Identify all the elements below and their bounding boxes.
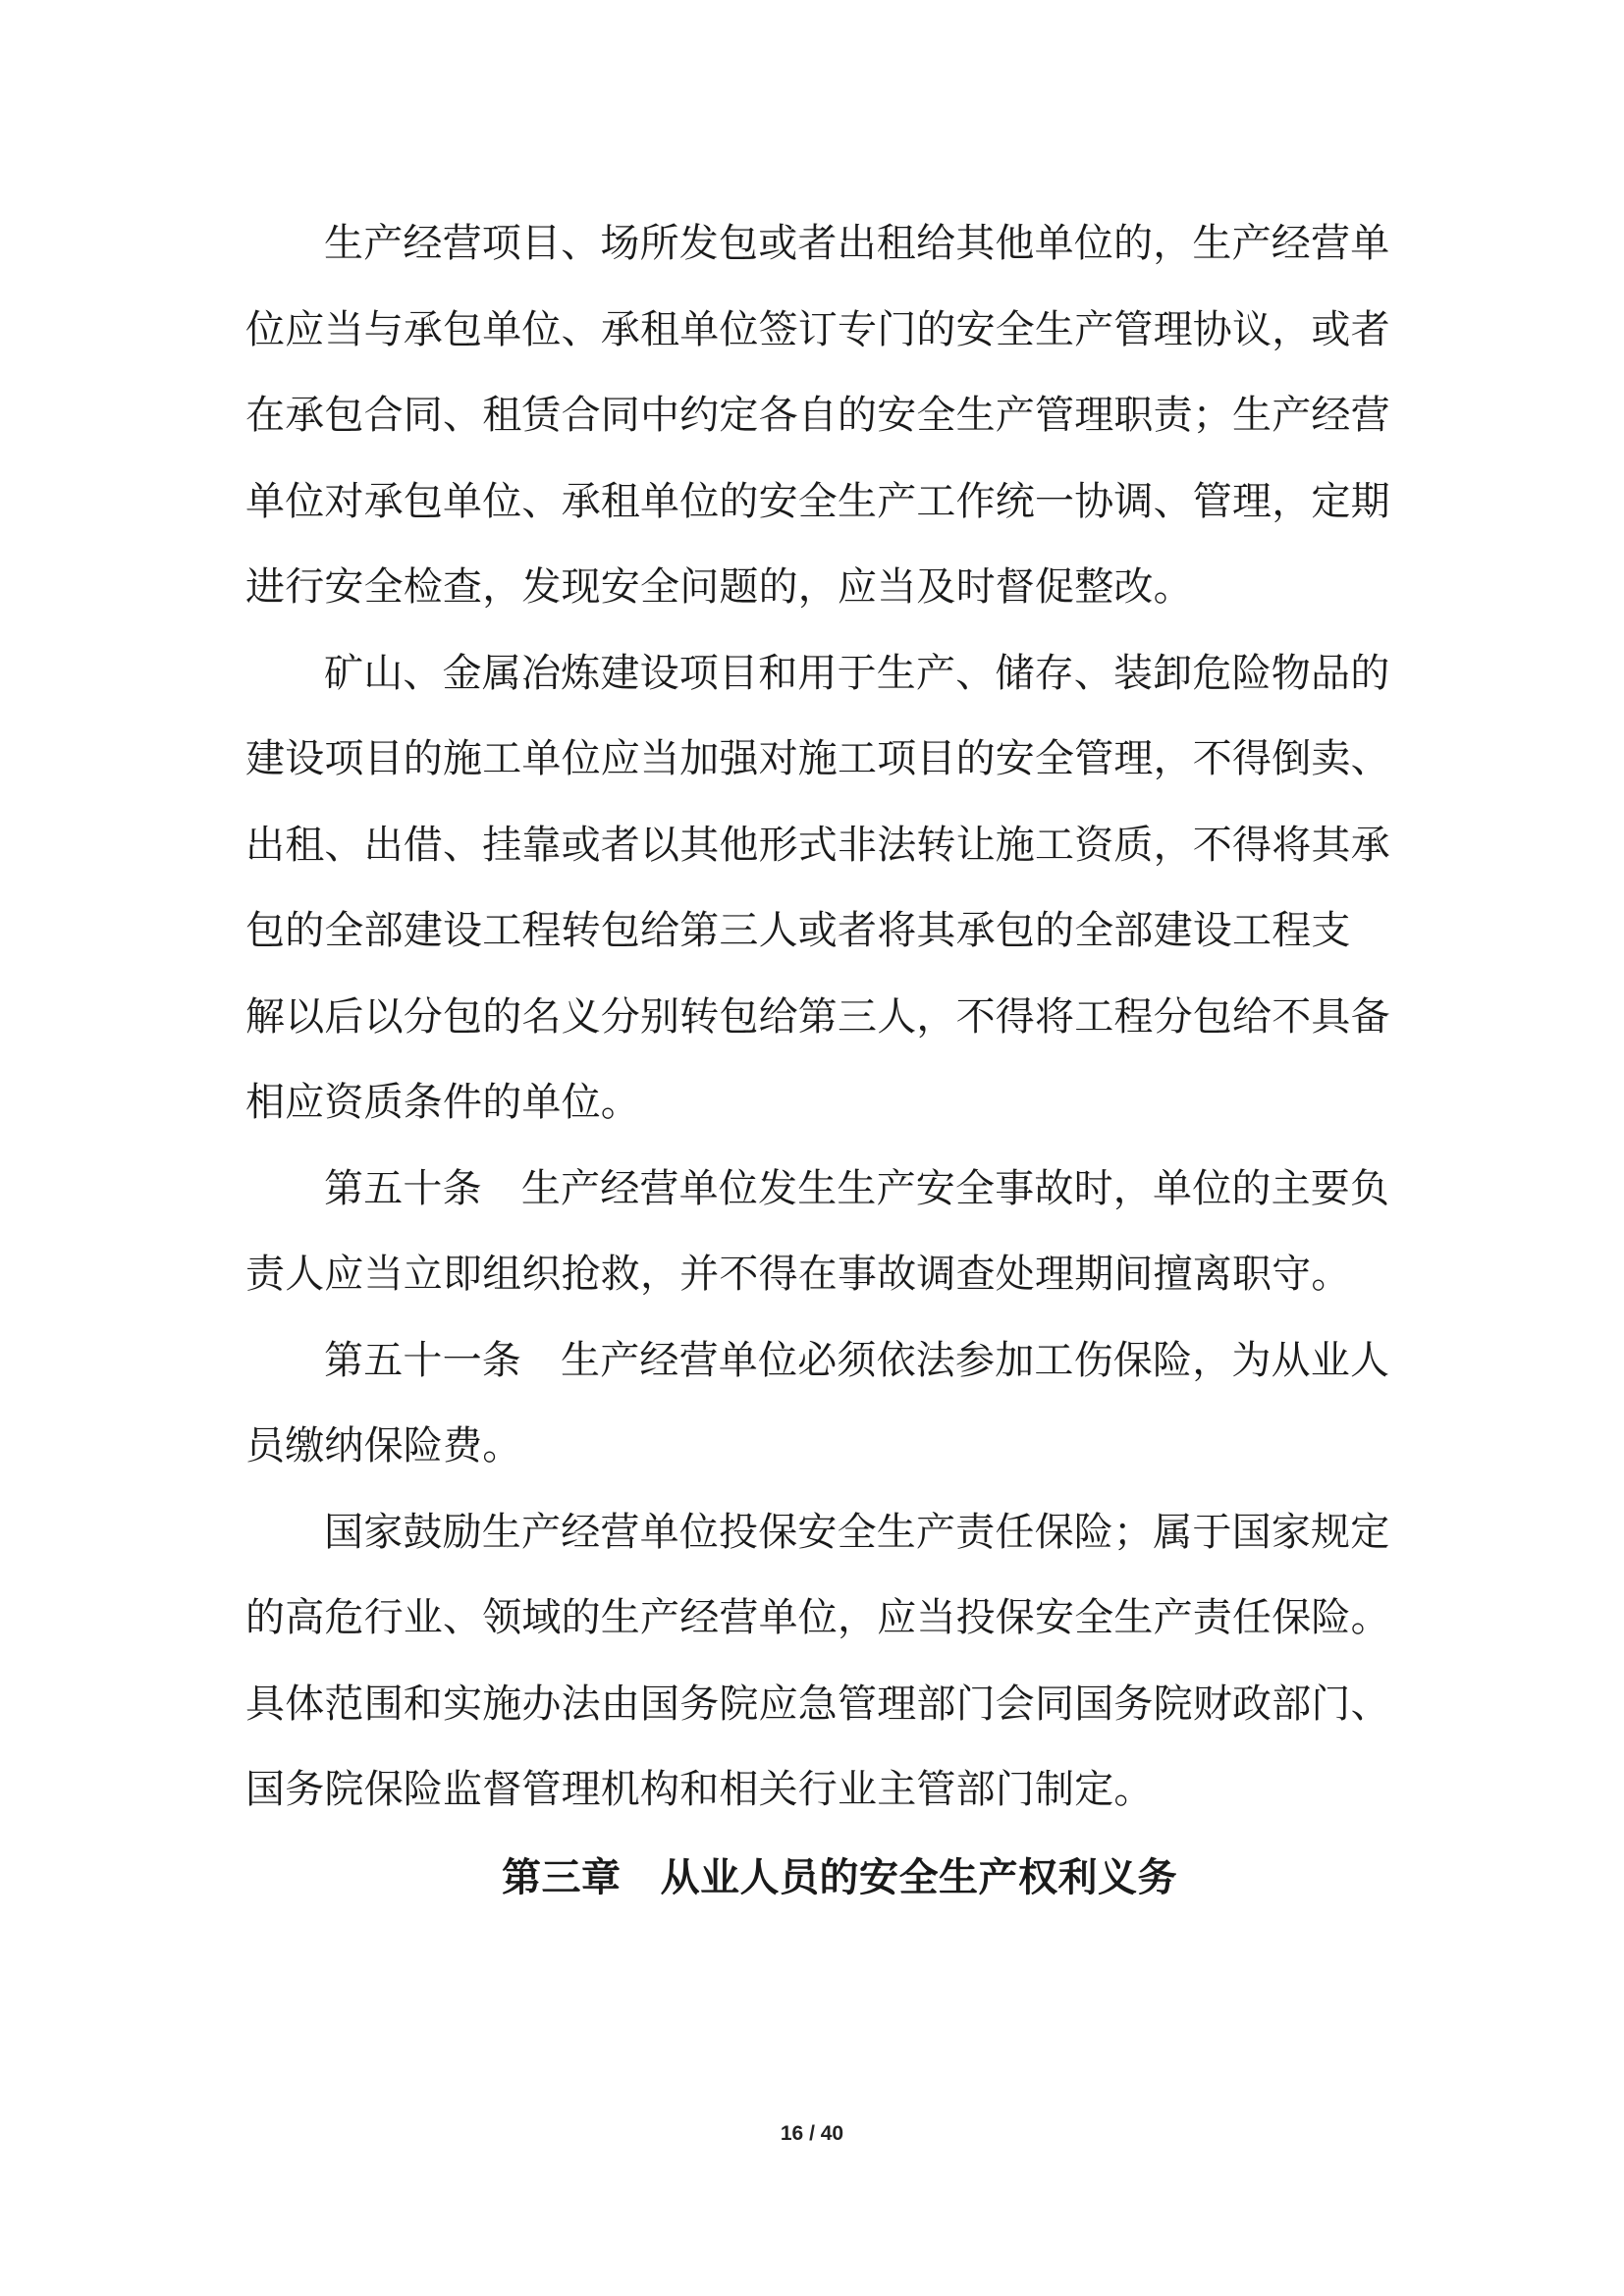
paragraph-line: 的高危行业、领域的生产经营单位，应当投保安全生产责任保险。 [245, 1595, 1390, 1640]
article-50 [245, 1147, 1394, 1318]
paragraph-line: 在承包合同、租赁合同中约定各自的安全生产管理职责；生产经营 [245, 393, 1390, 438]
paragraph-line: 解以后以分包的名义分别转包给第三人，不得将工程分包给不具备 [245, 993, 1390, 1040]
paragraph-line: 国家鼓励生产经营单位投保安全生产责任保险；属于国家规定 [324, 1509, 1390, 1555]
paragraph-line: 生产经营项目、场所发包或者出租给其他单位的，生产经营单 [324, 221, 1390, 266]
paragraph-line: 进行安全检查，发现安全问题的，应当及时督促整改。 [245, 564, 1193, 610]
paragraph-line: 责人应当立即组织抢救，并不得在事故调查处理期间擅离职守。 [245, 1252, 1351, 1297]
paragraph-construction-qualification [245, 631, 1394, 1147]
paragraph-line: 国务院保险监督管理机构和相关行业主管部门制定。 [245, 1767, 1154, 1812]
paragraph-line: 员缴纳保险费。 [245, 1423, 522, 1468]
chapter-heading [245, 1836, 1394, 1922]
paragraph-line: 矿山、金属冶炼建设项目和用于生产、储存、装卸危险物品的 [324, 650, 1390, 696]
paragraph-line: 位应当与承包单位、承租单位签订专门的安全生产管理协议，或者 [245, 306, 1390, 352]
article-number: 第五十条 [324, 1165, 482, 1211]
article-text: 生产经营单位必须依法参加工伤保险，为从业人 [561, 1337, 1390, 1383]
article-51 [245, 1318, 1394, 1490]
paragraph-line: 相应资质条件的单位。 [245, 1080, 640, 1125]
paragraph-line: 单位对承包单位、承租单位的安全生产工作统一协调、管理，定期 [245, 478, 1390, 524]
document-body [245, 201, 1394, 1921]
paragraph-line [245, 1147, 1394, 1233]
paragraph-line: 包的全部建设工程转包给第三人或者将其承包的全部建设工程支 [245, 908, 1351, 953]
paragraph-line: 具体范围和实施办法由国务院应急管理部门会同国务院财政部门、 [245, 1681, 1390, 1727]
paragraph-liability-insurance [245, 1490, 1394, 1834]
article-number: 第五十一条 [324, 1337, 521, 1383]
chapter-title: 从业人员的安全生产权利义务 [660, 1854, 1177, 1900]
paragraph-line: 建设项目的施工单位应当加强对施工项目的安全管理，不得倒卖、 [245, 736, 1390, 781]
chapter-number: 第三章 [502, 1854, 622, 1900]
paragraph-subcontract-agreement [245, 201, 1394, 631]
page-number: 16 / 40 [780, 2122, 844, 2145]
paragraph-line: 出租、出借、挂靠或者以其他形式非法转让施工资质，不得将其承 [245, 822, 1390, 868]
article-text: 生产经营单位发生生产安全事故时，单位的主要负 [520, 1165, 1390, 1211]
paragraph-line [245, 1318, 1394, 1405]
